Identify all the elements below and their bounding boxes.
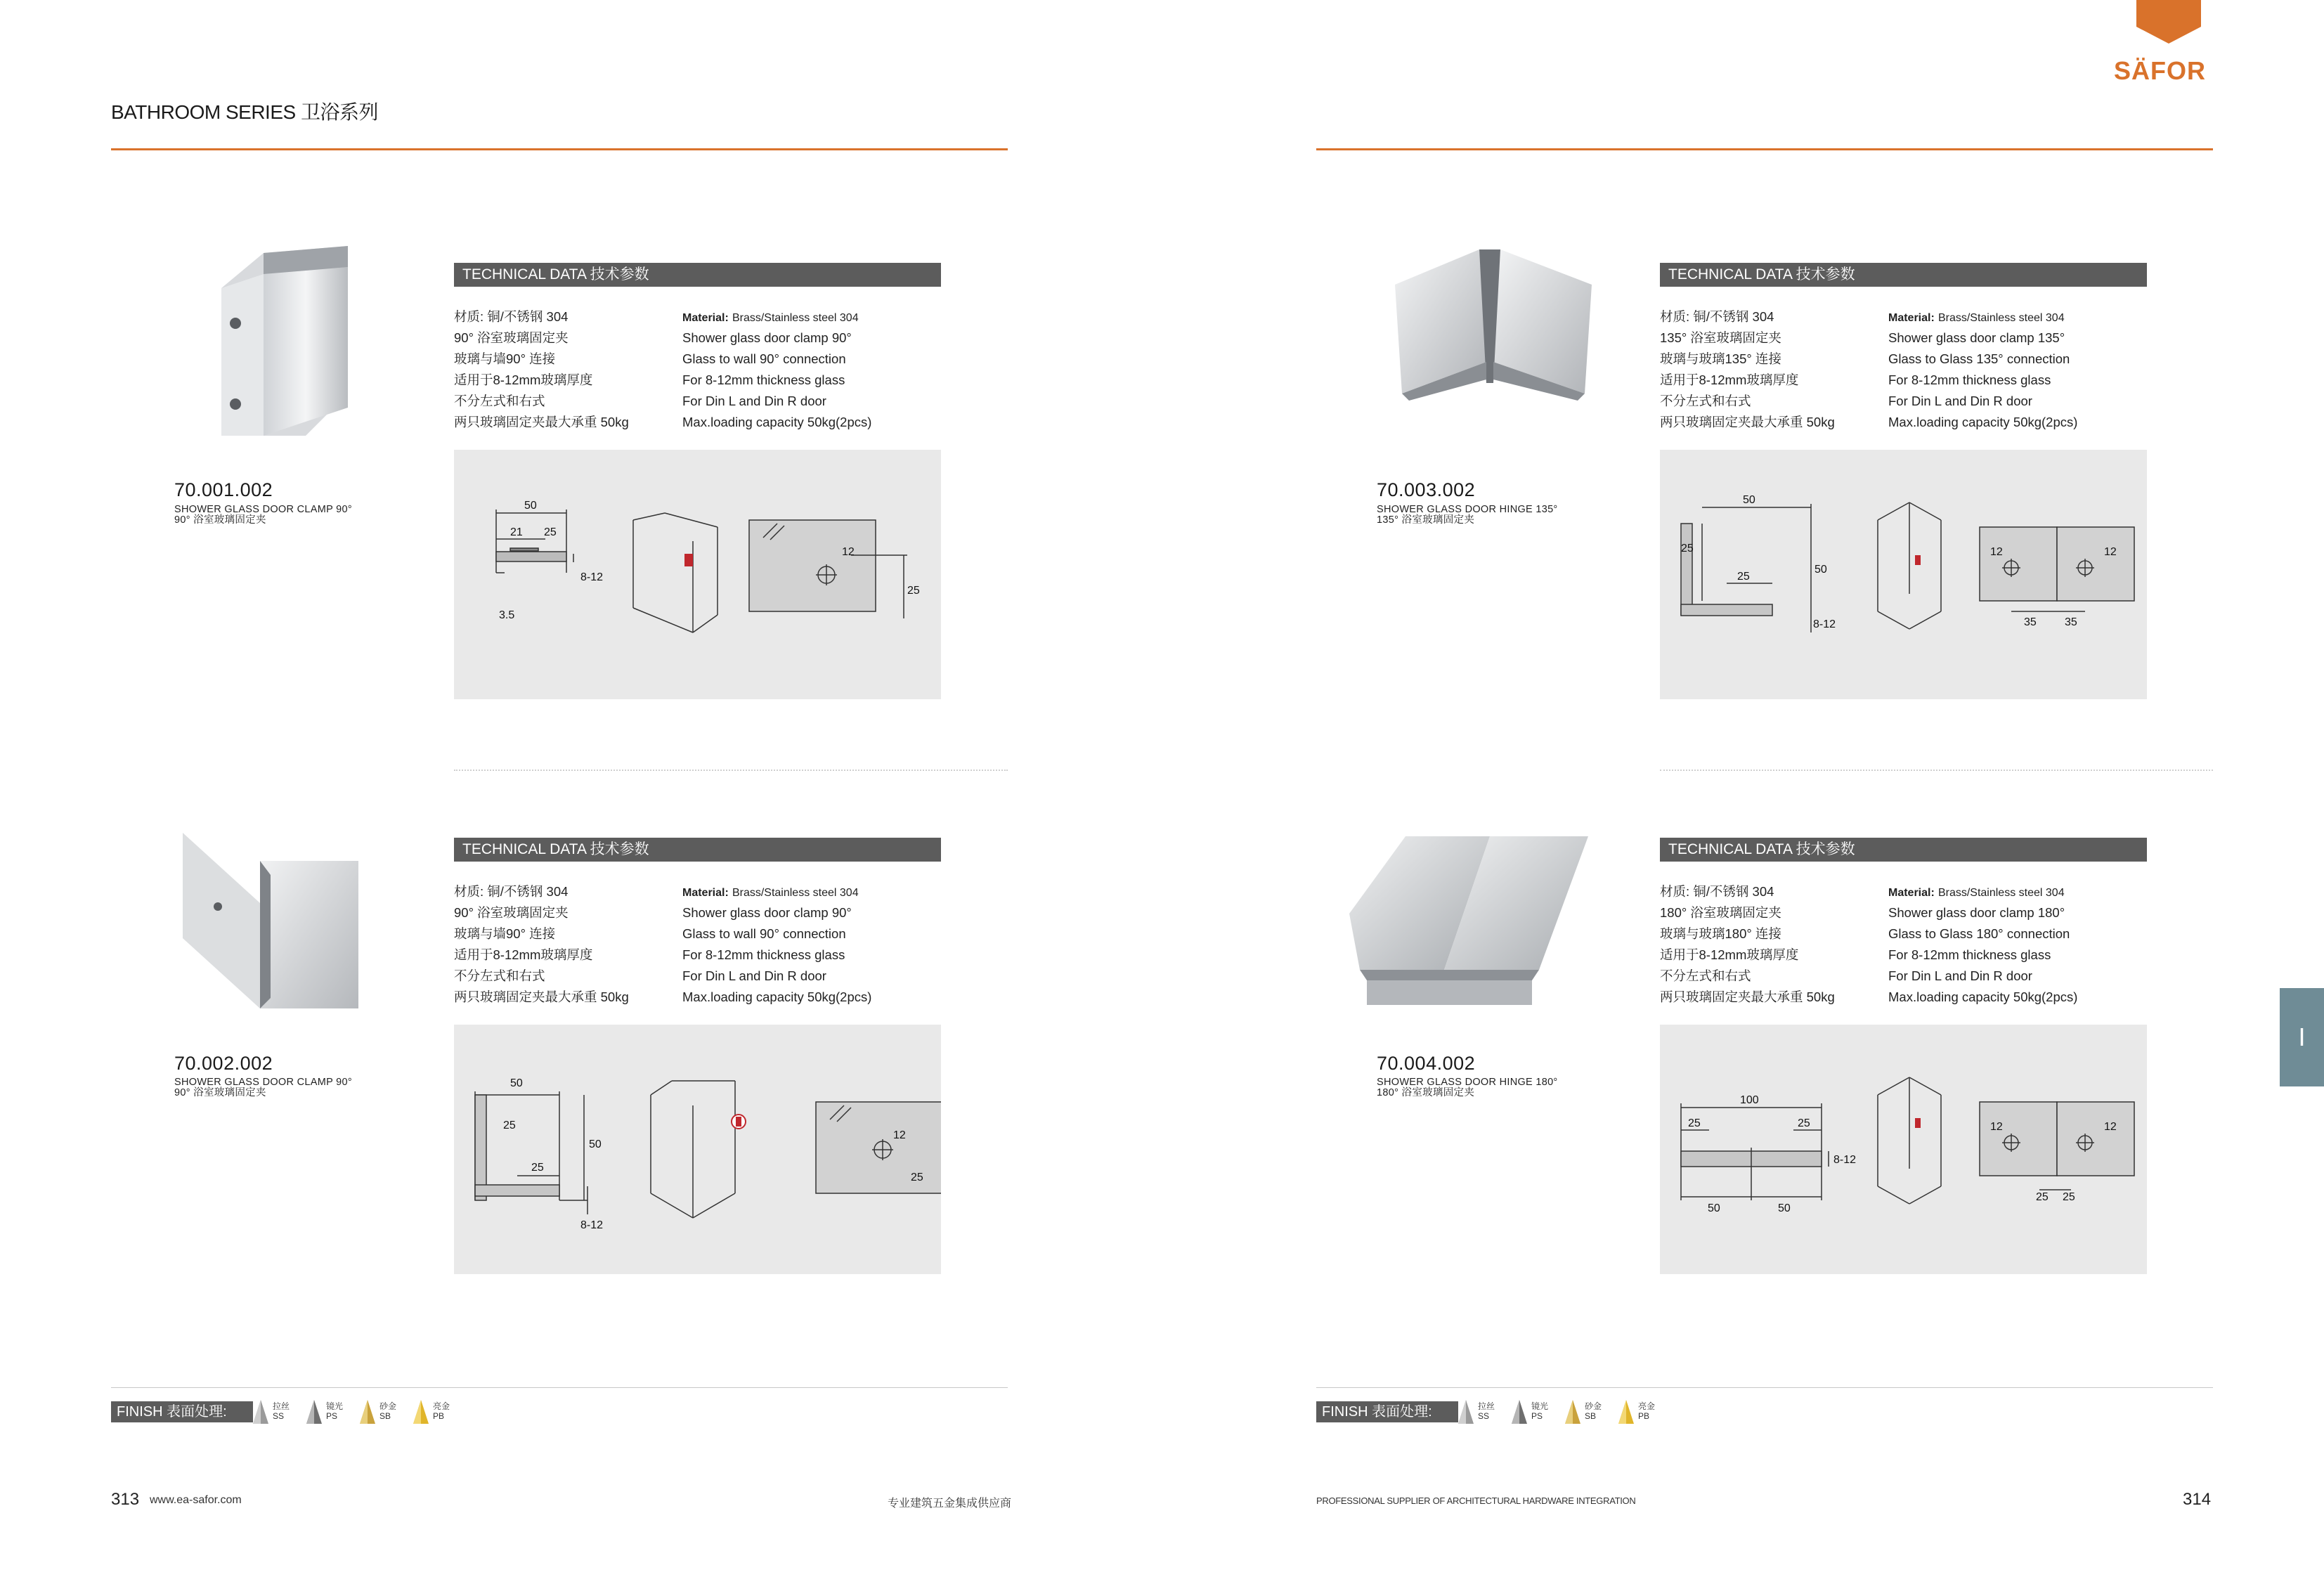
spec-cn-line: 适用于8-12mm玻璃厚度 bbox=[454, 372, 593, 387]
dim-label: 12 bbox=[893, 1129, 906, 1141]
spec-en-line: Shower glass door clamp 180° bbox=[1888, 905, 2065, 920]
finish-code: SB bbox=[1585, 1411, 1597, 1421]
spec-en-material-label: Material: bbox=[1888, 312, 1935, 324]
section-tab[interactable]: I bbox=[2280, 988, 2324, 1086]
dim-label: 25 bbox=[907, 585, 920, 597]
brand-logo-icon bbox=[2136, 0, 2201, 44]
dim-label: 25 bbox=[1798, 1117, 1810, 1129]
finish-label: FINISH 表面处理: bbox=[1316, 1401, 1458, 1422]
technical-data-header: TECHNICAL DATA 技术参数 bbox=[454, 263, 941, 287]
dim-label: 12 bbox=[2104, 1121, 2117, 1133]
spec-list-cn bbox=[454, 306, 629, 433]
spec-cn-line: 材质: 铜/不锈钢 304 bbox=[454, 884, 569, 899]
spec-en-line: For Din L and Din R door bbox=[682, 394, 826, 408]
technical-data-header: TECHNICAL DATA 技术参数 bbox=[1660, 838, 2147, 862]
spec-cn-line: 两只玻璃固定夹最大承重 50kg bbox=[1660, 415, 1835, 429]
bottom-rule-right bbox=[1316, 1387, 2213, 1388]
dim-label: 35 bbox=[2065, 616, 2077, 628]
cone-icon bbox=[1510, 1398, 1528, 1427]
series-title: BATHROOM SERIES 卫浴系列 bbox=[111, 101, 378, 123]
finish-name: 镜光 bbox=[1531, 1401, 1549, 1411]
tagline-en: PROFESSIONAL SUPPLIER OF ARCHITECTURAL HARDWARE INTEGRATION bbox=[1316, 1495, 1636, 1506]
product-name-en: SHOWER GLASS DOOR HINGE 180° bbox=[1377, 1077, 1558, 1088]
product-image-70-002-002 bbox=[176, 826, 379, 1015]
dim-label: 12 bbox=[1990, 1121, 2003, 1133]
finish-name: 亮金 bbox=[433, 1401, 450, 1411]
cone-icon bbox=[412, 1398, 430, 1427]
spec-en-material: Brass/Stainless steel 304 bbox=[732, 312, 859, 324]
spec-cn-line: 适用于8-12mm玻璃厚度 bbox=[1660, 947, 1799, 962]
finish-swatch-pb bbox=[1617, 1398, 1673, 1427]
spec-cn-line: 两只玻璃固定夹最大承重 50kg bbox=[1660, 989, 1835, 1004]
spec-cn-line: 180° 浴室玻璃固定夹 bbox=[1660, 905, 1781, 920]
technical-drawing bbox=[454, 450, 941, 699]
page-number-right: 314 bbox=[2183, 1490, 2212, 1509]
finish-code: PS bbox=[1531, 1411, 1543, 1421]
cone-icon bbox=[358, 1398, 377, 1427]
spec-list-en bbox=[1888, 881, 2077, 1008]
cone-icon bbox=[305, 1398, 323, 1427]
technical-data-header: TECHNICAL DATA 技术参数 bbox=[454, 838, 941, 862]
spec-en-line: For Din L and Din R door bbox=[1888, 394, 2032, 408]
product-code: 70.003.002 bbox=[1377, 479, 1476, 500]
spec-list-en bbox=[1888, 306, 2077, 433]
spec-cn-line: 90° 浴室玻璃固定夹 bbox=[454, 905, 569, 920]
product-name-cn: 90° 浴室玻璃固定夹 bbox=[174, 1087, 266, 1098]
finish-code: SB bbox=[379, 1411, 391, 1421]
spec-en-line: Glass to wall 90° connection bbox=[682, 351, 846, 366]
finish-code: PB bbox=[1638, 1411, 1650, 1421]
dim-label: 25 bbox=[2063, 1191, 2075, 1203]
spec-en-line: Max.loading capacity 50kg(2pcs) bbox=[682, 989, 872, 1004]
spec-en-material: Brass/Stainless steel 304 bbox=[732, 887, 859, 899]
dim-label: 8-12 bbox=[1813, 618, 1836, 630]
spec-list-cn bbox=[1660, 881, 1835, 1008]
spec-en-material-label: Material: bbox=[682, 312, 729, 324]
finish-code: SS bbox=[273, 1411, 285, 1421]
finish-code: PS bbox=[326, 1411, 338, 1421]
dim-label: 8-12 bbox=[580, 571, 604, 583]
dim-label: 50 bbox=[1708, 1202, 1720, 1214]
spec-cn-line: 不分左式和右式 bbox=[454, 968, 545, 983]
spec-en-material-label: Material: bbox=[682, 887, 729, 899]
header-rule-left bbox=[111, 148, 1008, 150]
finish-name: 拉丝 bbox=[273, 1401, 290, 1411]
finish-name: 镜光 bbox=[326, 1401, 344, 1411]
spec-en-line: For 8-12mm thickness glass bbox=[682, 947, 845, 962]
finish-swatch-sb bbox=[358, 1398, 415, 1427]
product-name-en: SHOWER GLASS DOOR CLAMP 90° bbox=[174, 504, 352, 515]
spec-cn-line: 材质: 铜/不锈钢 304 bbox=[454, 309, 569, 324]
spec-en-material-label: Material: bbox=[1888, 887, 1935, 899]
page-number-left: 313 bbox=[111, 1490, 140, 1509]
spec-en-line: For 8-12mm thickness glass bbox=[1888, 372, 2051, 387]
spec-cn-line: 不分左式和右式 bbox=[1660, 968, 1751, 983]
spec-en-line: Glass to wall 90° connection bbox=[682, 926, 846, 941]
spec-cn-line: 玻璃与玻璃180° 连接 bbox=[1660, 926, 1781, 941]
product-name-en: SHOWER GLASS DOOR HINGE 135° bbox=[1377, 504, 1558, 515]
finish-name: 砂金 bbox=[1585, 1401, 1602, 1411]
spec-en-material: Brass/Stainless steel 304 bbox=[1937, 312, 2065, 324]
product-name bbox=[174, 1077, 352, 1098]
dim-label: 35 bbox=[2024, 616, 2037, 628]
dim-label: 21 bbox=[510, 526, 523, 538]
technical-data-header: TECHNICAL DATA 技术参数 bbox=[1660, 263, 2147, 287]
finish-swatch-sb bbox=[1564, 1398, 1620, 1427]
technical-drawing bbox=[454, 1025, 941, 1274]
dim-label: 12 bbox=[842, 546, 855, 558]
spec-cn-line: 适用于8-12mm玻璃厚度 bbox=[454, 947, 593, 962]
dim-label: 8-12 bbox=[1833, 1154, 1857, 1166]
spec-cn-line: 两只玻璃固定夹最大承重 50kg bbox=[454, 415, 629, 429]
product-image-70-001-002 bbox=[200, 232, 369, 443]
cone-icon bbox=[1457, 1398, 1475, 1427]
spec-en-line: Glass to Glass 180° connection bbox=[1888, 926, 2070, 941]
spec-en-line: For Din L and Din R door bbox=[1888, 968, 2032, 983]
spec-cn-line: 不分左式和右式 bbox=[454, 394, 545, 408]
spec-en-line: For Din L and Din R door bbox=[682, 968, 826, 983]
spec-cn-line: 135° 浴室玻璃固定夹 bbox=[1660, 330, 1781, 345]
dim-label: 25 bbox=[1681, 543, 1694, 554]
spec-list-en bbox=[682, 306, 871, 433]
dim-label: 50 bbox=[589, 1138, 602, 1150]
spec-list-en bbox=[682, 881, 871, 1008]
spec-cn-line: 适用于8-12mm玻璃厚度 bbox=[1660, 372, 1799, 387]
dim-label: 50 bbox=[1815, 564, 1827, 576]
spec-en-line: Shower glass door clamp 90° bbox=[682, 905, 852, 920]
dim-label: 25 bbox=[1688, 1117, 1701, 1129]
dim-label: 12 bbox=[1990, 546, 2003, 558]
dim-label: 25 bbox=[1737, 571, 1750, 583]
product-code: 70.002.002 bbox=[174, 1053, 273, 1074]
dim-label: 100 bbox=[1740, 1094, 1759, 1106]
dim-label: 25 bbox=[911, 1172, 923, 1183]
finish-swatch-ps bbox=[1510, 1398, 1566, 1427]
finish-swatch-pb bbox=[412, 1398, 468, 1427]
dim-label: 50 bbox=[524, 500, 537, 512]
finish-swatch-ps bbox=[305, 1398, 361, 1427]
spec-en-material: Brass/Stainless steel 304 bbox=[1937, 887, 2065, 899]
product-code: 70.004.002 bbox=[1377, 1053, 1476, 1074]
dim-label: 25 bbox=[2036, 1191, 2049, 1203]
finish-name: 亮金 bbox=[1638, 1401, 1656, 1411]
product-name bbox=[174, 505, 352, 526]
spec-en-line: Glass to Glass 135° connection bbox=[1888, 351, 2070, 366]
brand-logo-text: SÄFOR bbox=[2114, 56, 2206, 85]
dim-label: 50 bbox=[510, 1077, 523, 1089]
spec-en-line: For 8-12mm thickness glass bbox=[682, 372, 845, 387]
technical-drawing bbox=[1660, 1025, 2147, 1274]
finish-code: SS bbox=[1478, 1411, 1490, 1421]
spec-en-line: Shower glass door clamp 135° bbox=[1888, 330, 2065, 345]
spec-list-cn bbox=[454, 881, 629, 1008]
product-image-70-004-002 bbox=[1346, 829, 1613, 1019]
dim-label: 3.5 bbox=[499, 609, 515, 621]
cone-icon bbox=[1564, 1398, 1582, 1427]
dim-label: 25 bbox=[544, 526, 557, 538]
dim-label: 25 bbox=[531, 1162, 544, 1174]
spec-cn-line: 玻璃与玻璃135° 连接 bbox=[1660, 351, 1781, 366]
product-name bbox=[1377, 505, 1558, 526]
spec-list-cn bbox=[1660, 306, 1835, 433]
website-link[interactable]: www.ea-safor.com bbox=[150, 1494, 242, 1506]
tagline-cn: 专业建筑五金集成供应商 bbox=[888, 1498, 1012, 1510]
spec-cn-line: 材质: 铜/不锈钢 304 bbox=[1660, 309, 1774, 324]
product-name-cn: 90° 浴室玻璃固定夹 bbox=[174, 514, 266, 526]
spec-en-line: Max.loading capacity 50kg(2pcs) bbox=[1888, 415, 2078, 429]
spec-en-line: Shower glass door clamp 90° bbox=[682, 330, 852, 345]
row-separator-left bbox=[454, 770, 1008, 771]
spec-cn-line: 玻璃与墙90° 连接 bbox=[454, 926, 556, 941]
product-image-70-003-002 bbox=[1388, 242, 1599, 404]
product-name-cn: 135° 浴室玻璃固定夹 bbox=[1377, 514, 1475, 526]
spec-cn-line: 玻璃与墙90° 连接 bbox=[454, 351, 556, 366]
spec-en-line: For 8-12mm thickness glass bbox=[1888, 947, 2051, 962]
finish-name: 砂金 bbox=[379, 1401, 397, 1411]
spec-en-line: Max.loading capacity 50kg(2pcs) bbox=[1888, 989, 2078, 1004]
finish-swatch-ss bbox=[1457, 1398, 1513, 1427]
finish-name: 拉丝 bbox=[1478, 1401, 1495, 1411]
spec-cn-line: 不分左式和右式 bbox=[1660, 394, 1751, 408]
header-rule-right bbox=[1316, 148, 2213, 150]
row-separator-right bbox=[1660, 770, 2213, 771]
dim-label: 12 bbox=[2104, 546, 2117, 558]
product-code: 70.001.002 bbox=[174, 479, 273, 500]
spec-cn-line: 90° 浴室玻璃固定夹 bbox=[454, 330, 569, 345]
product-name-en: SHOWER GLASS DOOR CLAMP 90° bbox=[174, 1077, 352, 1088]
spec-cn-line: 两只玻璃固定夹最大承重 50kg bbox=[454, 989, 629, 1004]
dim-label: 50 bbox=[1743, 494, 1755, 506]
technical-drawing bbox=[1660, 450, 2147, 699]
dim-label: 50 bbox=[1778, 1202, 1791, 1214]
product-name-cn: 180° 浴室玻璃固定夹 bbox=[1377, 1087, 1475, 1098]
spec-cn-line: 材质: 铜/不锈钢 304 bbox=[1660, 884, 1774, 899]
dim-label: 8-12 bbox=[580, 1219, 604, 1231]
finish-code: PB bbox=[433, 1411, 445, 1421]
finish-label: FINISH 表面处理: bbox=[111, 1401, 253, 1422]
cone-icon bbox=[252, 1398, 270, 1427]
spec-en-line: Max.loading capacity 50kg(2pcs) bbox=[682, 415, 872, 429]
bottom-rule-left bbox=[111, 1387, 1008, 1388]
finish-swatch-ss bbox=[252, 1398, 308, 1427]
dim-label: 25 bbox=[503, 1120, 516, 1131]
cone-icon bbox=[1617, 1398, 1635, 1427]
product-name bbox=[1377, 1077, 1558, 1098]
